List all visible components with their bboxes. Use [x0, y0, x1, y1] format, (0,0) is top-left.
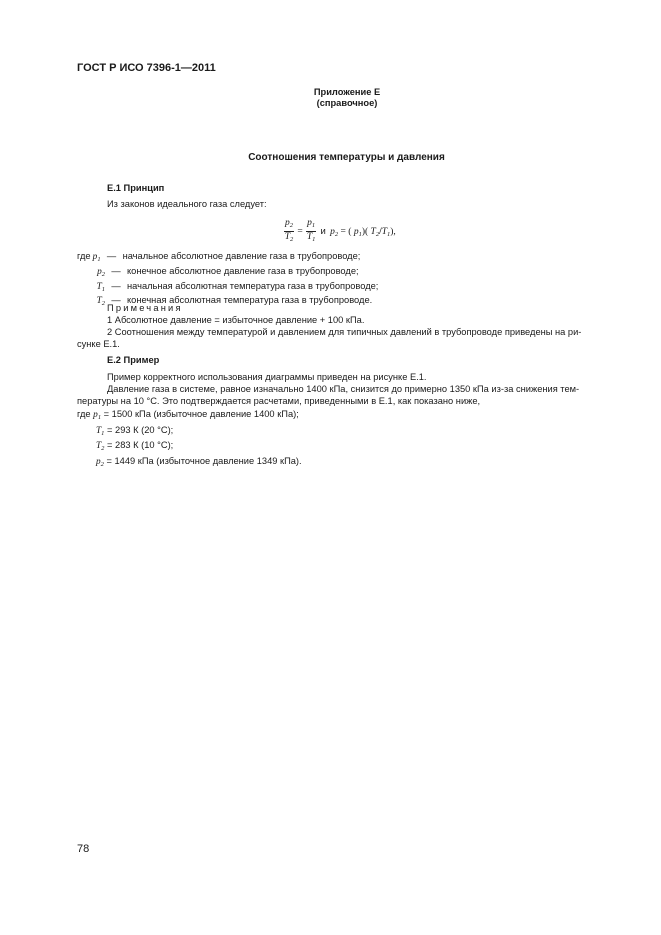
- document-number: ГОСТ Р ИСО 7396-1—2011: [77, 62, 216, 74]
- value-text: = 293 К (20 °С);: [107, 424, 174, 435]
- where-label: где: [77, 251, 91, 261]
- example-line-3: пературы на 10 °С. Это подтверждается расчетами, приведенными в Е.1, как показано ниже,: [77, 396, 481, 406]
- definitions-list: [77, 251, 378, 310]
- formula-T2: T: [284, 232, 291, 242]
- formula-p1: p: [307, 218, 312, 228]
- value-row: $p_2 = 1449$ кПа (избыточное давление 1349 кПа).: [96, 455, 302, 468]
- value-row: где $p_1 = 1500$ кПа (избыточное давление 1400 кПа);: [77, 409, 299, 421]
- principle-heading: Е.1 Принцип: [107, 183, 165, 193]
- principle-intro: Из законов идеального газа следует:: [107, 199, 267, 209]
- definition-row: где $p_1$ — начальное абсолютное давление газа в трубопроводе;: [77, 251, 361, 263]
- example-where-label: где: [77, 409, 91, 419]
- fraction-p2-T2: $\frac{p_2}{T_2}$: [284, 218, 294, 243]
- value-text: = 1449 кПа (избыточное давление 1349 кПа).: [106, 455, 302, 466]
- definition-row: $p_2$ — конечное абсолютное давление газа в трубопроводе;: [97, 265, 359, 278]
- page-number: 78: [77, 843, 90, 855]
- formula-T1: T: [306, 232, 313, 242]
- value-row: $T_2 = 283$ К (10 °С);: [96, 440, 174, 452]
- formula-p2: p: [285, 218, 290, 228]
- section-title: Соотношения температуры и давления: [248, 152, 445, 163]
- ideal-gas-formula: $\frac{p_2}{T_2}$ = $\frac{p_1}{T_1}$ и $p_2$ = ( $p_1$)( $T_2/T_1$),: [284, 218, 396, 243]
- value-row: $T_1 = 293$ К (20 °С);: [96, 424, 174, 437]
- definition-text: конечное абсолютное давление газа в трубопроводе;: [127, 265, 359, 276]
- formula-second: $p_2$ = ( $p_1$)( $T_2/T_1$),: [330, 226, 396, 238]
- note-2-continued: сунке Е.1.: [77, 339, 120, 349]
- definition-text: конечная абсолютная температура газа в трубопроводе.: [127, 295, 373, 306]
- definition-text: начальная абсолютная температура газа в трубопроводе;: [127, 280, 379, 291]
- note-1: 1 Абсолютное давление = избыточное давление + 100 кПа.: [107, 315, 365, 325]
- appendix-subtitle: (справочное): [316, 98, 378, 108]
- value-text: = 283 К (10 °С);: [107, 440, 174, 450]
- example-line-1: Пример корректного использования диаграммы приведен на рисунке Е.1.: [107, 372, 427, 382]
- example-heading: Е.2 Пример: [107, 355, 160, 365]
- fraction-p1-T1: $\frac{p_1}{T_1}$: [306, 218, 316, 243]
- example-values: [77, 409, 302, 470]
- definition-row: $T_2$ — конечная абсолютная температура газа в трубопроводе.: [96, 295, 373, 308]
- definition-text: начальное абсолютное давление газа в трубопроводе;: [122, 251, 361, 261]
- appendix-title: Приложение Е: [313, 87, 381, 97]
- value-text: = 1500 кПа (избыточное давление 1400 кПа);: [103, 409, 299, 419]
- definition-row: $T_1$ — начальная абсолютная температура газа в трубопроводе;: [96, 280, 379, 293]
- example-line-2: Давление газа в системе, равное изначально 1400 кПа, снизится до примерно 1350 кПа из-за снижения тем-: [107, 384, 580, 394]
- note-2: 2 Соотношения между температурой и давлением для типичных давлений в трубопроводе приведены на ри-: [107, 327, 582, 337]
- notes-title: Примечания: [107, 303, 183, 313]
- formula-connector: и: [320, 225, 326, 237]
